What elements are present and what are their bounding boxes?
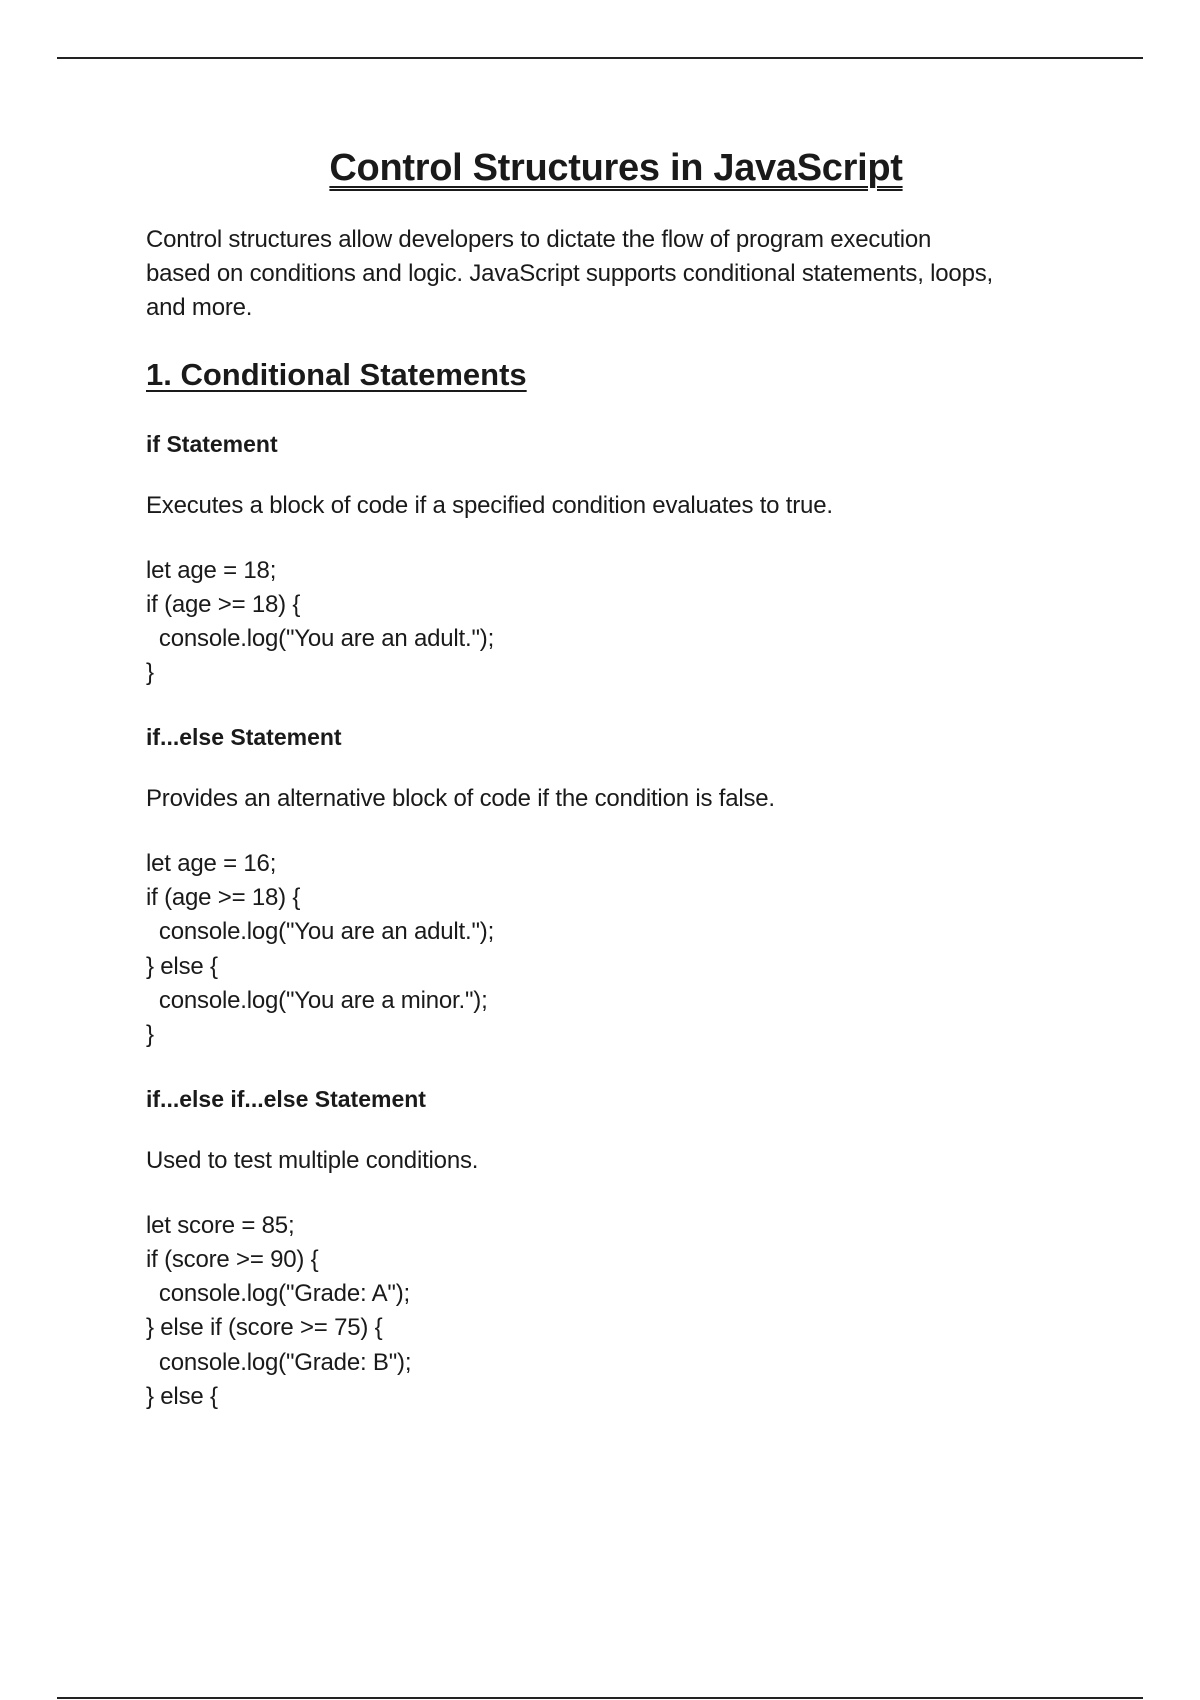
subsection-description-if-else: Provides an alternative block of code if the condition is false.: [146, 784, 775, 812]
code-line: } else {: [146, 952, 218, 980]
code-line: } else if (score >= 75) {: [146, 1314, 383, 1342]
subsection-description-if: Executes a block of code if a specified condition evaluates to true.: [146, 491, 833, 519]
page-footer-rule: [57, 1697, 1143, 1699]
code-line: console.log("You are a minor.");: [146, 986, 488, 1014]
code-line: }: [146, 1021, 154, 1049]
subsection-heading-if-else-if: if...else if...else Statement: [146, 1085, 426, 1112]
page-header-rule: [57, 57, 1143, 59]
code-block-if-else-if: [146, 1209, 1086, 1415]
code-line: if (score >= 90) {: [146, 1245, 319, 1273]
subsection-description-if-else-if: Used to test multiple conditions.: [146, 1146, 479, 1174]
intro-line: and more.: [146, 293, 253, 321]
code-line: if (age >= 18) {: [146, 590, 301, 618]
code-line: if (age >= 18) {: [146, 884, 301, 912]
code-block-if: [146, 554, 1086, 691]
code-block-if-else: [146, 847, 1086, 1053]
intro-line: based on conditions and logic. JavaScript supports conditional statements, loops,: [146, 259, 993, 287]
code-line: } else {: [146, 1383, 218, 1411]
subsection-heading-if-else: if...else Statement: [146, 723, 342, 750]
code-line: console.log("Grade: B");: [146, 1348, 412, 1376]
code-line: let score = 85;: [146, 1211, 295, 1239]
document-title: Control Structures in JavaScript: [329, 147, 903, 189]
intro-line: Control structures allow developers to dictate the flow of program execution: [146, 225, 932, 253]
subsection-heading-if: if Statement: [146, 430, 278, 457]
code-line: }: [146, 659, 154, 687]
section-heading: 1. Conditional Statements: [146, 356, 527, 392]
document-body: [146, 146, 1086, 1414]
code-line: let age = 16;: [146, 849, 277, 877]
code-line: console.log("Grade: A");: [146, 1280, 410, 1308]
code-line: let age = 18;: [146, 556, 277, 584]
intro-paragraph: [146, 223, 1086, 325]
code-line: console.log("You are an adult.");: [146, 918, 495, 946]
code-line: console.log("You are an adult.");: [146, 625, 495, 653]
